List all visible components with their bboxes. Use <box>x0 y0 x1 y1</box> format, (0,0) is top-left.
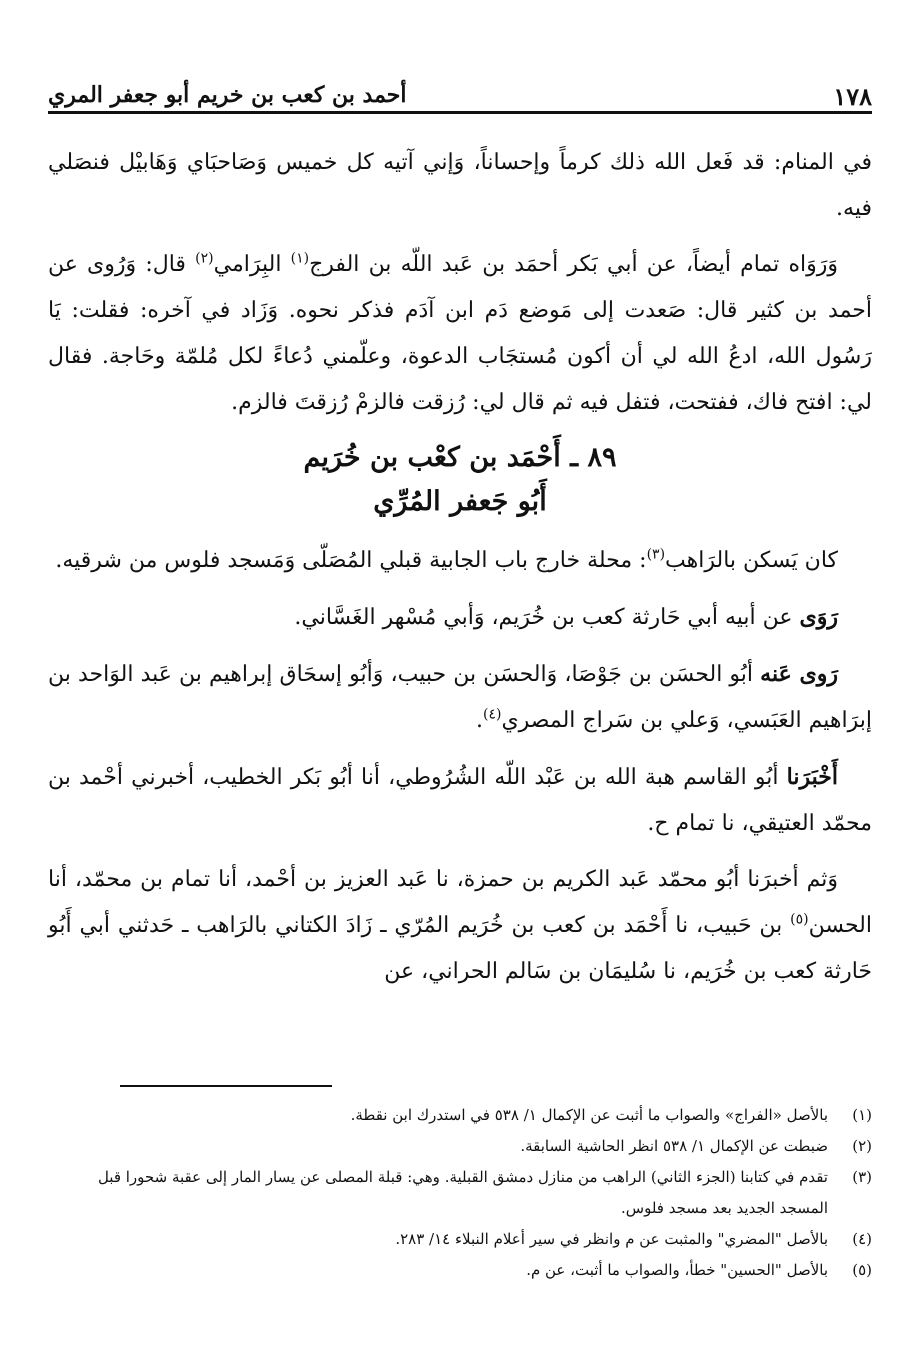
page <box>48 0 872 1349</box>
paragraph: كان يَسكن بالرَاهب$^{(٣)}$: محلة خارج باب الجابية قبلي المُصَلّى وَمَسجد فلوس من شرقيه. <box>55 546 838 573</box>
entry-heading-line: ٨٩ ـ أَحْمَد بن كعْب بن خُرَيم <box>303 442 617 473</box>
footnote: (٤) بالأصل "المضري" والمثبت عن م وانظر في سير أعلام النبلاء ١٤/ ٢٨٣. <box>395 1230 872 1248</box>
footnote-ref: (١) <box>290 250 310 267</box>
entry-heading <box>48 436 872 524</box>
page-header <box>48 78 872 114</box>
lead-word: أَخْبَرَنا <box>786 764 838 790</box>
paragraph: وَرَوَاه تمام أيضاً، عن أبي بَكر أحمَد بن عَبد اللّه بن الفرج$^{(١)}$ البِرَامي$^{(٢)}$ قال: وَرُوى عن أحمد بن كثير قال: صَعدت إلى مَوضع دَم ابن آدَم فذكر نحوه. وَزَاد في آخره: فقلت: يَا رَسُول الله، ادعُ الله لي أن أكون مُستجَاب الدعوة، وعلّمني دُعاءً لكل مُلمّة وحَاجة. فقال لي: افتح فاك، ففتحت، فتفل فيه ثم قال لي: رُزقت فالزمْ رُزقتَ فالزم. <box>48 250 872 415</box>
paragraph: رَوى عَنه أبُو الحسَن بن جَوْصَا، وَالحسَن بن حبيب، وَأبُو إسحَاق إبراهيم بن عَبد الوَاحد بن إبرَاهيم العَبَسي، وَعلي بن سَراج المصري$^{(٤)}$. <box>48 661 872 733</box>
paragraph: في المنام: قد فَعل الله ذلك كرماً وإحساناً، وَإني آتيه كل خميس وَصَاحبَاي وَهَابيْل فنصَلي فيه. <box>48 150 872 221</box>
header-rule <box>48 111 872 114</box>
footnote: (١) بالأصل «الفراج» والصواب ما أثبت عن الإكمال ١/ ٥٣٨ في استدرك ابن نقطة. <box>350 1106 872 1124</box>
footnote-ref: (٥) <box>790 911 809 928</box>
paragraph: وَثم أخبرَنا أبُو محمّد عَبد الكريم بن حمزة، نا عَبد العزيز بن أحْمد، أنا تمام بن محمّد، أنا الحسن$^{(٥)}$ بن حَبيب، نا أَحْمَد بن كعب بن خُرَيم المُرّي ـ زَادَ الكتاني بالرَاهب ـ حَدثني أبي أَبُو حَارثة كعب بن خُرَيم، نا سُليمَان بن سَالم الحراني، عن <box>48 867 872 984</box>
footnote-ref: (٣) <box>646 546 666 563</box>
footnotes <box>48 1100 872 1286</box>
lead-word: رَوَى <box>799 604 838 630</box>
footnote-ref: (٤) <box>482 706 502 723</box>
entry-heading-line: أَبُو جَعفر المُرِّي <box>373 486 547 517</box>
paragraph: أَخْبَرَنا أبُو القاسم هبة الله بن عَبْد اللّه الشُرُوطي، أنا أبُو بَكر الخطيب، أخبرني أحْمد بن محمّد العتيقي، نا تمام ح. <box>48 764 872 836</box>
paragraph: رَوَى عن أبيه أبي حَارثة كعب بن خُرَيم، وَأبي مُسْهر الغَسَّاني. <box>294 604 838 630</box>
footnote: (٣) تقدم في كتابنا (الجزء الثاني) الراهب من منازل دمشق القبلية. وهي: قبلة المصلى عن يسار المار إلى عقبة شحورا قبل المسجد الجديد بعد مسجد فلوس. <box>97 1168 872 1217</box>
body-text <box>48 140 872 1005</box>
footnote: (٥) بالأصل "الحسين" خطأ، والصواب ما أثبت، عن م. <box>526 1261 872 1279</box>
footnote-rule <box>120 1085 332 1087</box>
footnote-ref: (٢) <box>195 250 214 267</box>
page-number: ١٧٨ <box>833 82 872 111</box>
footnote: (٢) ضبطت عن الإكمال ١/ ٥٣٨ انظر الحاشية السابقة. <box>520 1137 872 1155</box>
running-title: أحمد بن كعب بن خريم أبو جعفر المري <box>48 82 407 108</box>
lead-word: رَوى عَنه <box>760 661 838 687</box>
